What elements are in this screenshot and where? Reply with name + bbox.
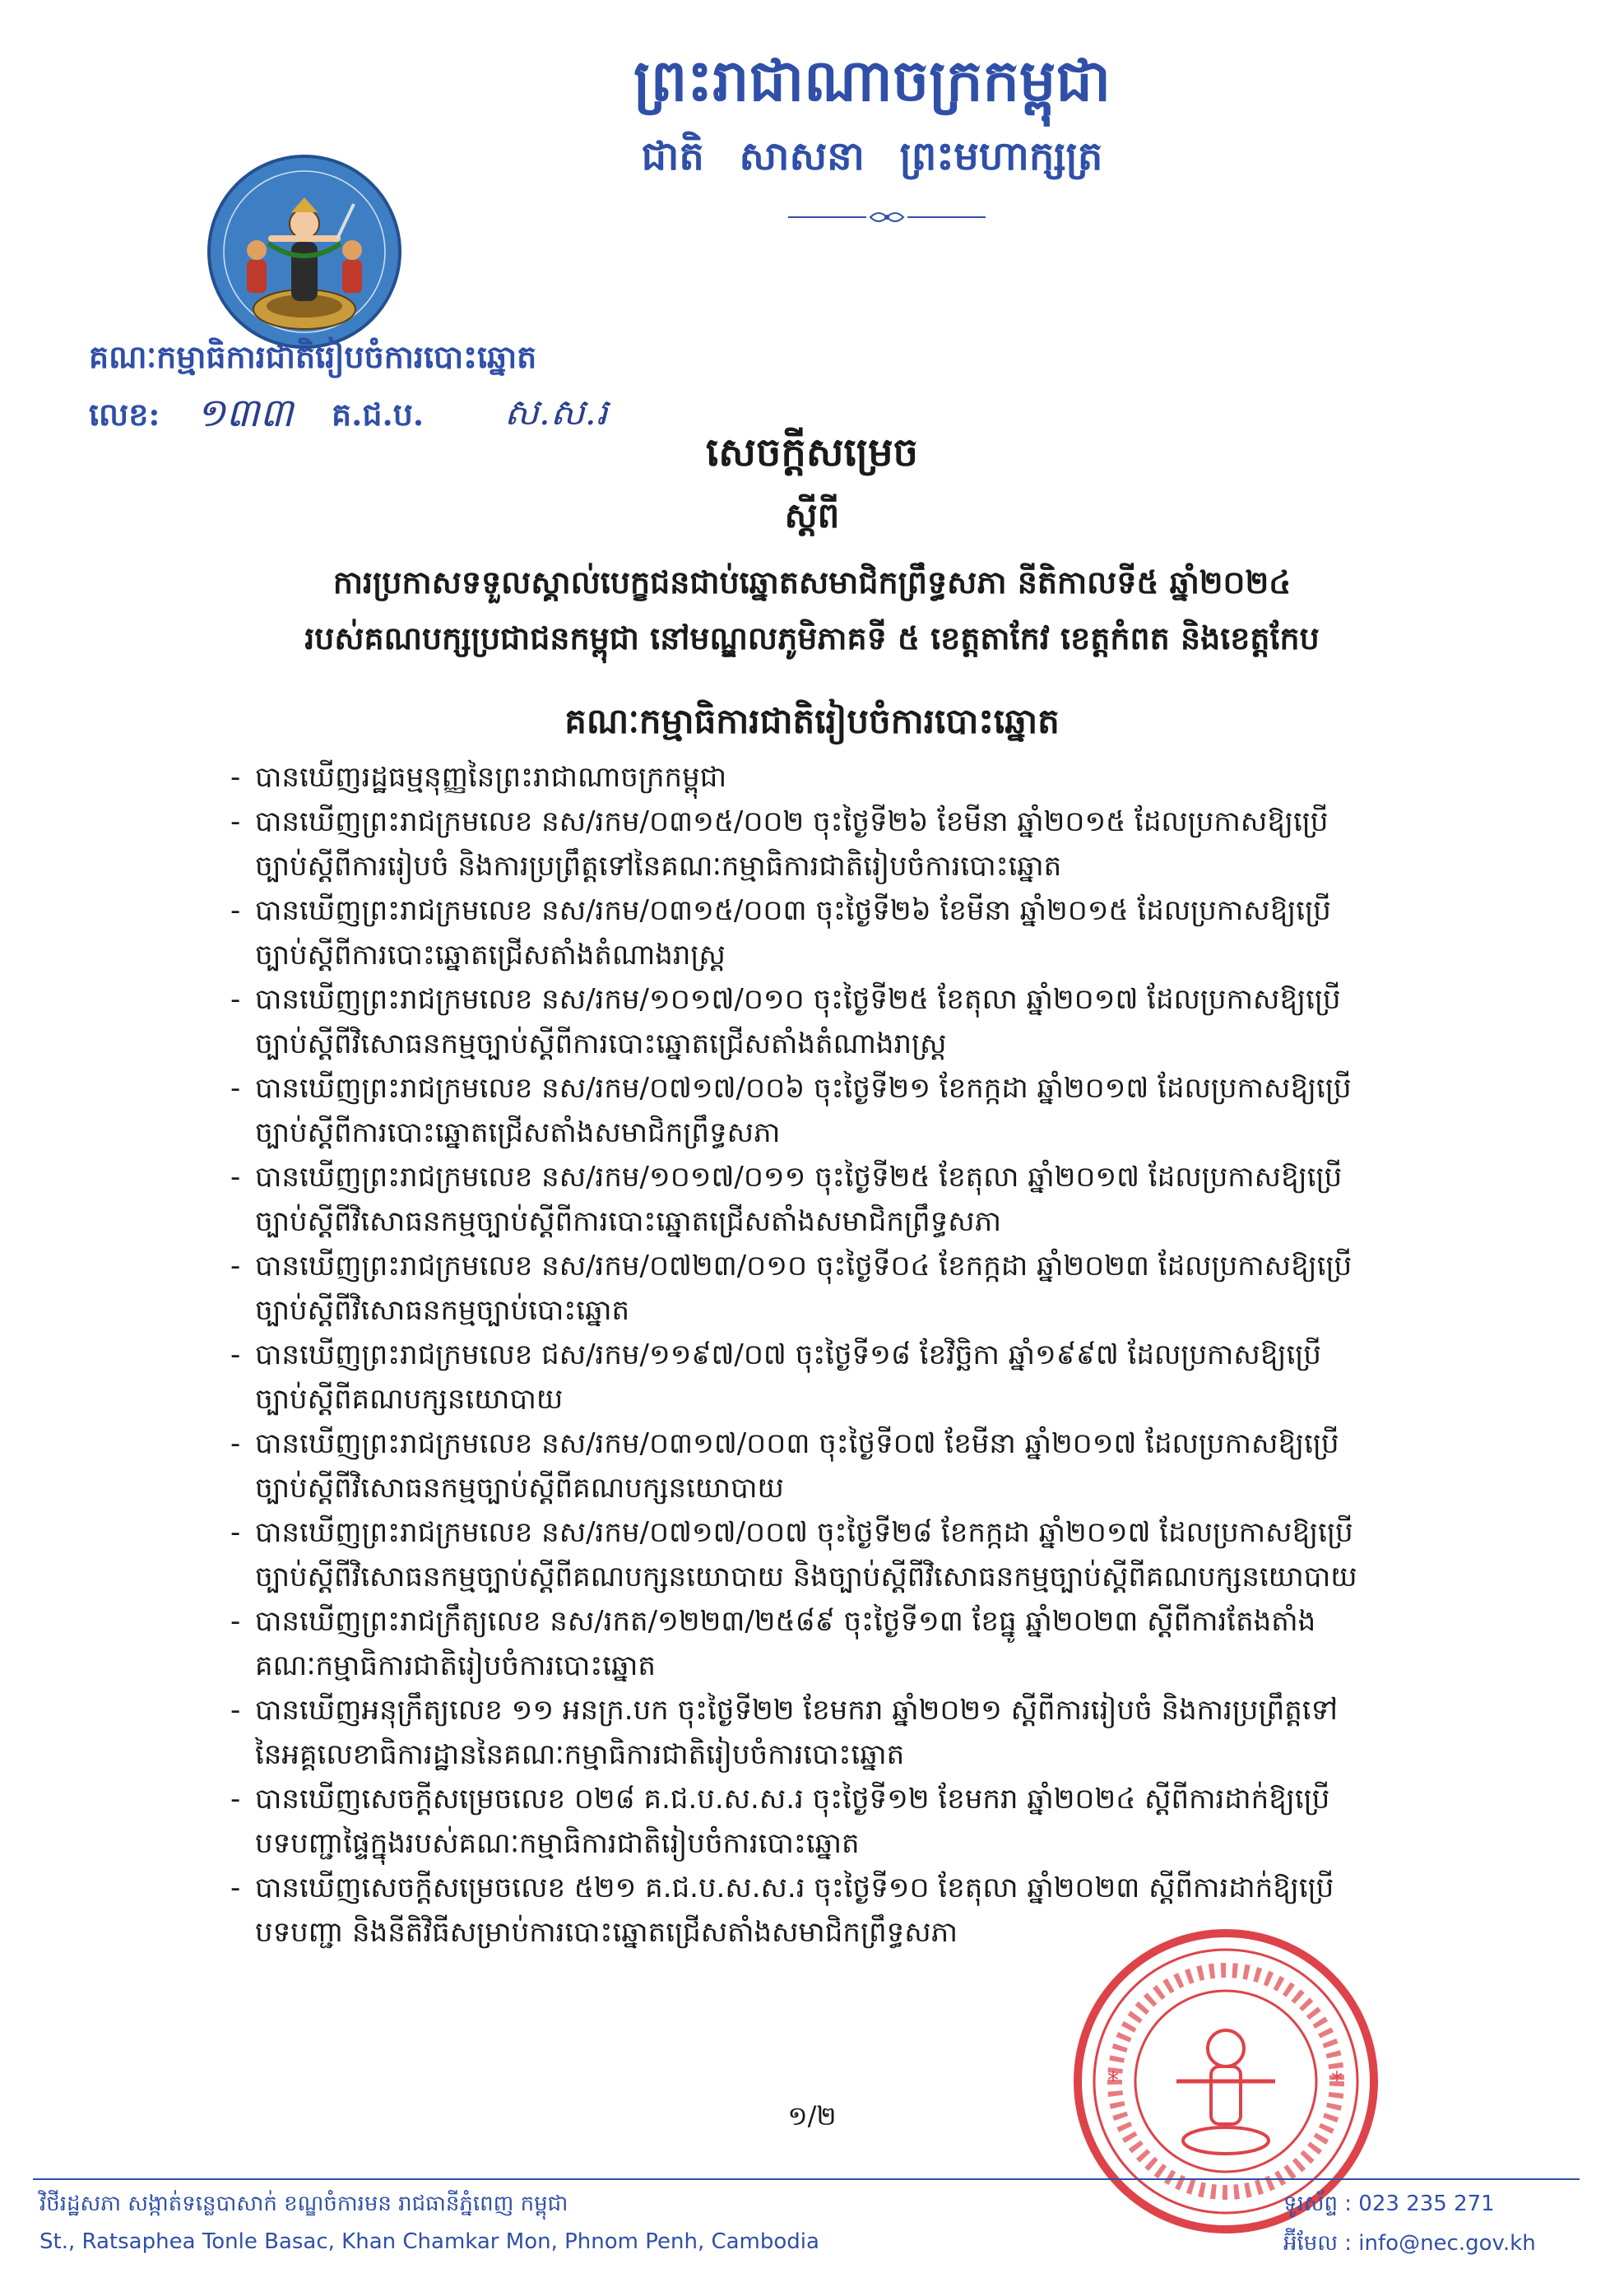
consideration-item [230,977,1481,1066]
consideration-item [230,1510,1481,1599]
list-dash: - [230,1250,241,1283]
consideration-line: បទបញ្ជាផ្ទៃក្នុងរបស់គណៈកម្មាធិការជាតិរៀបចំការបោះឆ្នោត [255,1827,860,1860]
ref-number: ១៣៣ [196,390,294,436]
consideration-line: បានឃើញព្រះរាជក្រមលេខ នស/រកម/០៧១៧/០០៦ ចុះថ្ងៃទី២១ ខែកក្កដា ឆ្នាំ២០១៧ ដែលប្រកាសឱ្យប្រើ [255,1072,1352,1105]
footer-divider [33,2178,1580,2180]
page-number: ១/២ [787,2100,837,2131]
national-motto: ជាតិ សាសនា ព្រះមហាក្សត្រ [641,133,1103,179]
decision-title: សេចក្តីសម្រេច [705,429,919,475]
consideration-item [230,1777,1481,1866]
consideration-line: ច្បាប់ស្តីពីការរៀបចំ និងការប្រព្រឹត្តទៅនៃគណៈកម្មាធិការជាតិរៀបចំការបោះឆ្នោត [255,850,1062,883]
consideration-line: បានឃើញសេចក្តីសម្រេចលេខ ៥២១ គ.ជ.ប.ស.ស.រ ចុះថ្ងៃទី១០ ខែតុលា ឆ្នាំ២០២៣ ស្តីពីការដាក់ឱ្យប្រើ [255,1872,1334,1904]
consideration-line: បានឃើញសេចក្តីសម្រេចលេខ ០២៨ គ.ជ.ប.ស.ស.រ ចុះថ្ងៃទី១២ ខែមករា ឆ្នាំ២០២៤ ស្តីពីការដាក់ឱ្យប្រើ [255,1783,1330,1816]
subject-line-1: ការប្រកាសទទួលស្គាល់បេក្ខជនជាប់ឆ្នោតសមាជិកព្រឹទ្ធសភា នីតិកាលទី៥ ឆ្នាំ២០២៤ [332,564,1292,601]
list-dash: - [230,1783,241,1816]
footer-address-khmer: វិថីរដ្ឋសភា សង្កាត់ទន្លេបាសាក់ ខណ្ឌចំការមន រាជធានីភ្នំពេញ កម្ពុជា [39,2192,568,2216]
consideration-line: ច្បាប់ស្តីពីវិសោធនកម្មច្បាប់បោះឆ្នោត [255,1294,630,1327]
consideration-line: បានឃើញព្រះរាជក្រមលេខ នស/រកម/១០១៧/០១១ ចុះថ្ងៃទី២៥ ខែតុលា ឆ្នាំ២០១៧ ដែលប្រកាសឱ្យប្រើ [255,1161,1343,1194]
consideration-line: បានឃើញព្រះរាជក្រមលេខ នស/រកម/០៣១៥/០០៣ ចុះថ្ងៃទី២៦ ខែមីនា ឆ្នាំ២០១៥ ដែលប្រកាសឱ្យប្រើ [255,894,1331,927]
list-dash: - [230,1516,241,1549]
consideration-item [230,800,1481,888]
kingdom-title: ព្រះរាជាណាចក្រកម្ពុជា [633,46,1111,114]
svg-text:*: * [1107,2066,1119,2094]
svg-text:*: * [1331,2066,1343,2094]
footer-email: អ៊ីមែល : info@nec.gov.kh [1283,2231,1536,2256]
consideration-item [230,1244,1481,1333]
consideration-item [230,1599,1481,1688]
consideration-line: ច្បាប់ស្តីពីវិសោធនកម្មច្បាប់ស្តីពីការបោះឆ្នោតជ្រើសតាំងតំណាងរាស្ត្រ [255,1027,947,1060]
consideration-line: បានឃើញព្រះរាជក្រមលេខ ជស/រកម/១១៩៧/០៧ ចុះថ្ងៃទី១៨ ខែវិច្ឆិកា ឆ្នាំ១៩៩៧ ដែលប្រកាសឱ្យប្រើ [255,1338,1322,1371]
ref-label: លេខ: [89,396,160,433]
list-dash: - [230,1338,241,1371]
consideration-item [230,888,1481,977]
ornament-divider [788,207,986,227]
list-dash: - [230,1072,241,1105]
consideration-line: ច្បាប់ស្តីពីការបោះឆ្នោតជ្រើសតាំងតំណាងរាស្ត្រ [255,939,726,972]
issuer-heading: គណៈកម្មាធិការជាតិរៀបចំការបោះឆ្នោត [564,701,1060,741]
consideration-line: ច្បាប់ស្តីពីគណបក្សនយោបាយ [255,1383,564,1416]
nec-emblem-icon [206,153,403,350]
consideration-line: បានឃើញអនុក្រឹត្យលេខ ១១ អនក្រ.បក ចុះថ្ងៃទី២២ ខែមករា ឆ្នាំ២០២១ ស្តីពីការរៀបចំ និងការប្រព្រឹត្តទៅ [255,1694,1338,1727]
list-dash: - [230,1605,241,1638]
consideration-line: បានឃើញព្រះរាជក្រមលេខ នស/រកម/០៣១៥/០០២ ចុះថ្ងៃទី២៦ ខែមីនា ឆ្នាំ២០១៥ ដែលប្រកាសឱ្យប្រើ [255,805,1329,838]
list-dash: - [230,1427,241,1460]
consideration-item [230,1333,1481,1422]
consideration-line: នៃអគ្គលេខាធិការដ្ឋាននៃគណៈកម្មាធិការជាតិរៀបចំការបោះឆ្នោត [255,1738,905,1771]
consideration-line: បានឃើញព្រះរាជក្រឹត្យលេខ នស/រកត/១២២៣/២៥៨៩ ចុះថ្ងៃទី១៣ ខែធ្នូ ឆ្នាំ២០២៣ ស្តីពីការតែងតាំង [255,1605,1316,1638]
list-dash: - [230,1694,241,1727]
consideration-line: គណៈកម្មាធិការជាតិរៀបចំការបោះឆ្នោត [255,1649,657,1682]
consideration-item [230,1155,1481,1244]
subject-line-2: របស់គណបក្សប្រជាជនកម្ពុជា នៅមណ្ឌលភូមិភាគទី ៥ ខេត្តតាកែវ ខេត្តកំពត និងខេត្តកែប [304,619,1320,656]
footer-address-english: St., Ratsaphea Tonle Basac, Khan Chamkar Mon, Phnom Penh, Cambodia [39,2229,819,2254]
considerations-list [230,755,1481,1955]
consideration-line: បានឃើញព្រះរាជក្រមលេខ នស/រកម/១០១៧/០១០ ចុះថ្ងៃទី២៥ ខែតុលា ឆ្នាំ២០១៧ ដែលប្រកាសឱ្យប្រើ [255,983,1341,1016]
consideration-line: បទបញ្ជា និងនីតិវិធីសម្រាប់ការបោះឆ្នោតជ្រើសតាំងសមាជិកព្រឹទ្ធសភា [255,1916,958,1949]
consideration-item [230,1688,1481,1777]
list-dash: - [230,1161,241,1194]
list-dash: - [230,761,241,794]
committee-name: គណៈកម្មាធិការជាតិរៀបចំការបោះឆ្នោត [89,338,537,375]
consideration-line: ច្បាប់ស្តីពីវិសោធនកម្មច្បាប់ស្តីពីការបោះឆ្នោតជ្រើសតាំងសមាជិកព្រឹទ្ធសភា [255,1205,1001,1238]
consideration-item [230,755,1481,800]
footer-phone: ទូរស័ព្ទ : 023 235 271 [1283,2192,1495,2216]
consideration-item [230,1066,1481,1155]
consideration-line: បានឃើញព្រះរាជក្រមលេខ នស/រកម/០៧២៣/០១០ ចុះថ្ងៃទី០៤ ខែកក្កដា ឆ្នាំ២០២៣ ដែលប្រកាសឱ្យប្រើ [255,1250,1353,1283]
list-dash: - [230,894,241,927]
consideration-line: បានឃើញព្រះរាជក្រមលេខ នស/រកម/០៧១៧/០០៧ ចុះថ្ងៃទី២៨ ខែកក្កដា ឆ្នាំ២០១៧ ដែលប្រកាសឱ្យប្រើ [255,1516,1353,1549]
consideration-line: បានឃើញព្រះរាជក្រមលេខ នស/រកម/០៣១៧/០០៣ ចុះថ្ងៃទី០៧ ខែមីនា ឆ្នាំ២០១៧ ដែលប្រកាសឱ្យប្រើ [255,1427,1339,1460]
consideration-item [230,1422,1481,1510]
about-label: ស្តីពី [784,495,840,536]
ref-suffix: ស.ស.រ [504,392,608,434]
consideration-line: ច្បាប់ស្តីពីវិសោធនកម្មច្បាប់ស្តីពីគណបក្សនយោបាយ និងច្បាប់ស្តីពីវិសោធនកម្មច្បាប់ស្តីពីគណបក្សនយោបាយ [255,1561,1357,1593]
list-dash: - [230,805,241,838]
list-dash: - [230,983,241,1016]
consideration-line: ច្បាប់ស្តីពីការបោះឆ្នោតជ្រើសតាំងសមាជិកព្រឹទ្ធសភា [255,1116,781,1149]
consideration-line: ច្បាប់ស្តីពីវិសោធនកម្មច្បាប់ស្តីពីគណបក្សនយោបាយ [255,1472,784,1505]
consideration-line: បានឃើញរដ្ឋធម្មនុញ្ញនៃព្រះរាជាណាចក្រកម្ពុជា [255,761,727,794]
ref-code: គ.ជ.ប. [332,396,425,433]
list-dash: - [230,1872,241,1904]
